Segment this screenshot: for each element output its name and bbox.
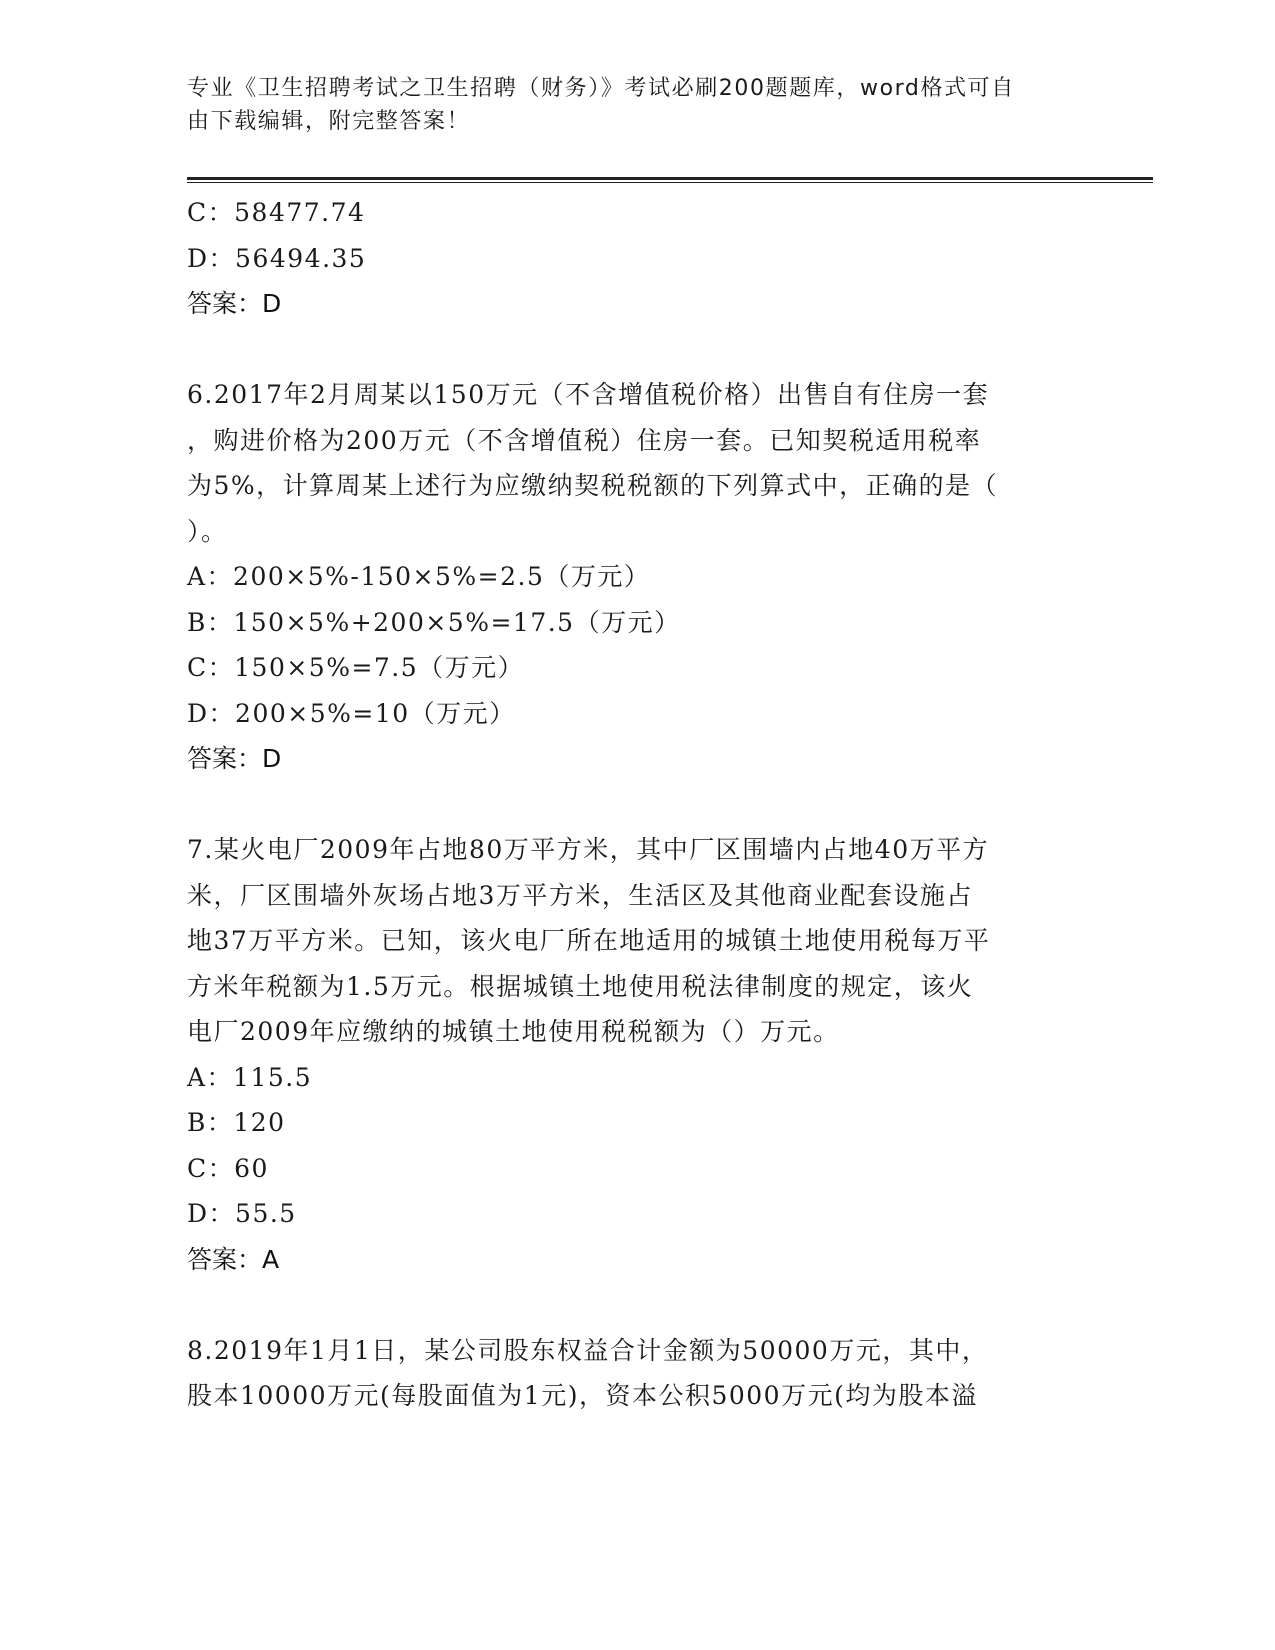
prev-question-block [187, 190, 1087, 327]
answer-line: 答案：D [187, 289, 282, 318]
answer-line: 答案：A [187, 1244, 280, 1274]
question-stem-line: 方米年税额为1.5万元。根据城镇土地使用税法律制度的规定，该火 [187, 971, 974, 1001]
option-a: A：200×5%-150×5%=2.5（万元） [187, 562, 651, 591]
option-d: D：55.5 [187, 1199, 297, 1228]
header-divider-thick [187, 177, 1153, 180]
spacer [187, 327, 1087, 373]
question-stem-line: 8.2019年1月1日，某公司股东权益合计金额为50000万元，其中， [187, 1335, 989, 1365]
question-stem-line: 7.某火电厂2009年占地80万平方米，其中厂区围墙内占地40万平方 [187, 835, 990, 864]
option-d: D：200×5%=10（万元） [187, 698, 516, 728]
option-c: C：58477.74 [187, 198, 366, 227]
answer-line: 答案：D [187, 744, 282, 773]
option-b: B：150×5%+200×5%=17.5（万元） [187, 607, 681, 637]
question-stem-line: 地37万平方米。已知，该火电厂所在地适用的城镇土地使用税每万平 [187, 926, 991, 955]
option-d: D：56494.35 [187, 243, 367, 273]
document-body [187, 190, 1087, 1419]
question-8 [187, 1328, 1087, 1419]
spacer [187, 1282, 1087, 1328]
option-c: C：60 [187, 1153, 269, 1183]
header-divider-thin [187, 182, 1153, 183]
header-line-2: 由下载编辑，附完整答案！ [187, 109, 471, 134]
question-stem-line: ）。 [187, 516, 228, 546]
question-stem-line: 电厂2009年应缴纳的城镇土地使用税税额为（）万元。 [187, 1017, 840, 1046]
question-7 [187, 827, 1087, 1282]
option-c: C：150×5%=7.5（万元） [187, 653, 525, 682]
question-stem-line: 米，厂区围墙外灰场占地3万平方米，生活区及其他商业配套设施占 [187, 880, 973, 910]
question-stem-line: ，购进价格为200万元（不含增值税）住房一套。已知契税适用税率 [187, 425, 982, 455]
question-stem-line: 股本10000万元(每股面值为1元)，资本公积5000万元(均为股本溢 [187, 1381, 978, 1410]
spacer [187, 782, 1087, 828]
option-a: A：115.5 [187, 1062, 313, 1092]
option-b: B：120 [187, 1108, 286, 1137]
question-6 [187, 372, 1087, 782]
header-line-1: 专业《卫生招聘考试之卫生招聘（财务）》考试必刷200题题库，word格式可自 [187, 76, 1015, 101]
question-stem-line: 为5%，计算周某上述行为应缴纳契税税额的下列算式中，正确的是（ [187, 471, 999, 500]
question-stem-line: 6.2017年2月周某以150万元（不含增值税价格）出售自有住房一套 [187, 380, 990, 409]
page-header [187, 72, 1077, 138]
